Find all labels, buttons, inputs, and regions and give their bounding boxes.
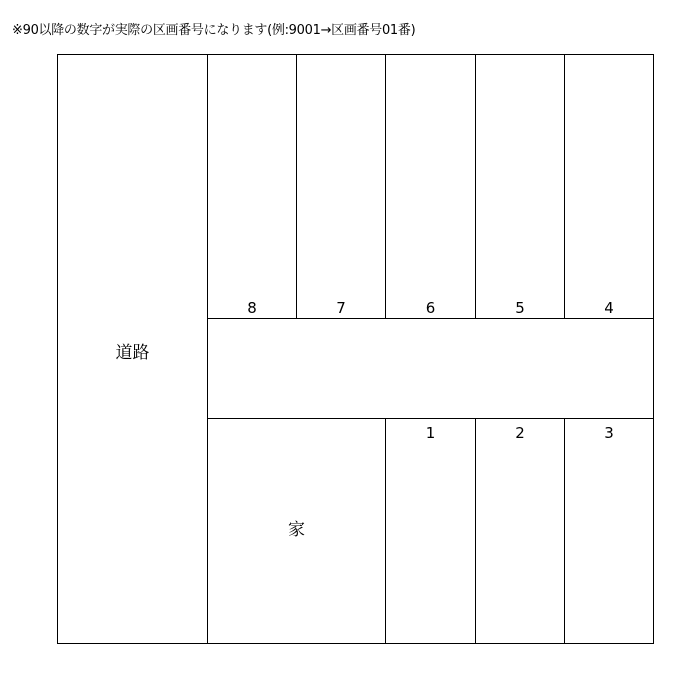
house-area <box>207 418 386 644</box>
lot-6 <box>385 54 476 319</box>
house-label: 家 <box>288 520 305 540</box>
lot-number: 1 <box>425 424 436 442</box>
lot-number: 7 <box>336 299 346 317</box>
lot-number: 3 <box>604 424 614 442</box>
lot-number: 4 <box>604 299 614 317</box>
road-label: 道路 <box>115 343 150 363</box>
lot-number: 2 <box>515 424 525 442</box>
middle-strip <box>207 318 654 419</box>
lot-2 <box>475 418 565 644</box>
lot-3 <box>564 418 654 644</box>
lot-number-note: ※90以降の数字が実際の区画番号になります(例:9001→区画番号01番) <box>12 23 416 38</box>
lot-number: 6 <box>425 299 436 317</box>
lot-8 <box>207 54 297 319</box>
lot-4 <box>564 54 654 319</box>
road-area <box>57 54 208 644</box>
lot-number: 5 <box>515 299 525 317</box>
lot-number: 8 <box>247 299 257 317</box>
lot-5 <box>475 54 565 319</box>
lot-7 <box>296 54 386 319</box>
lot-1 <box>385 418 476 644</box>
